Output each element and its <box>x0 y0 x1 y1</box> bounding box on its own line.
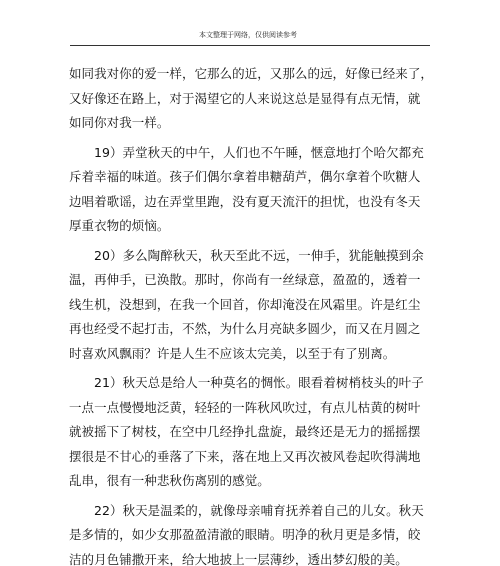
text-line: 摆很是不甘心的垂落了下来，落在地上又再次被风卷起吹得满地 <box>69 448 421 464</box>
text-line: 时喜欢风飘雨？许是人生不应该太完美，以至于有了别离。 <box>69 345 396 361</box>
text-line: 线生机，没想到，在我一个回首，你却淹没在风霜里。许是红尘 <box>69 296 421 312</box>
text-line: 21）秋天总是给人一种莫名的惆怅。眼看着树梢枝头的叶子 <box>94 375 424 390</box>
text-line: 斥着幸福的味道。孩子们偶尔拿着串糖葫芦，偶尔拿着个吹糖人 <box>69 169 421 184</box>
paragraph-20 <box>69 244 441 367</box>
text-line: 22）秋天是温柔的，就像母亲哺育抚养着自己的儿女。秋天 <box>94 502 424 518</box>
text-line: 一点一点慢慢地泛黄，轻轻的一阵秋风吹过，有点儿枯黄的树叶 <box>69 399 421 415</box>
text-line: 19）弄堂秋天的中午，人们也不午睡，惬意地打个哈欠都充 <box>94 144 424 160</box>
text-line: 再也经受不起打击，不然，为什么月亮缺多圆少，而又在月圆之 <box>69 321 421 336</box>
text-line: 温，再伸手，已涣散。那时，你尚有一丝绿意，盈盈的，透着一 <box>69 272 421 287</box>
document-body <box>69 62 441 566</box>
text-line: 20）多么陶醉秋天，秋天至此不远，一伸手，犹能触摸到余 <box>94 247 424 263</box>
text-line: 洁的月色铺撒开来，给大地披上一层薄纱，透出梦幻般的美。 <box>69 551 408 566</box>
header-note: 本文整理于网络，仅供阅读参考 <box>199 31 297 39</box>
text-line: 就被摇下了树枝，在空中几经挣扎盘旋，最终还是无力的摇摇摆 <box>69 424 421 439</box>
paragraph-19 <box>69 141 441 239</box>
text-line: 如同我对你的爱一样，它那么的近，又那么的远，好像已经来了， <box>69 66 433 81</box>
text-line: 又好像还在路上，对于渴望它的人来说这总是显得有点无情，就 <box>69 90 421 106</box>
text-line: 乱串，很有一种悲秋伤离别的感觉。 <box>69 473 270 488</box>
paragraph-21 <box>69 371 441 494</box>
paragraph-18-continuation <box>69 62 441 136</box>
text-line: 是多情的，如少女那盈盈清澈的眼睛。明净的秋月更是多情，皎 <box>69 527 421 542</box>
text-line: 边唱着歌谣，边在弄堂里跑，没有夏天流汗的担忧，也没有冬天 <box>69 193 421 209</box>
paragraph-22 <box>69 499 441 566</box>
text-line: 厚重衣物的烦恼。 <box>69 218 170 233</box>
text-line: 如同你对我一样。 <box>69 115 170 130</box>
